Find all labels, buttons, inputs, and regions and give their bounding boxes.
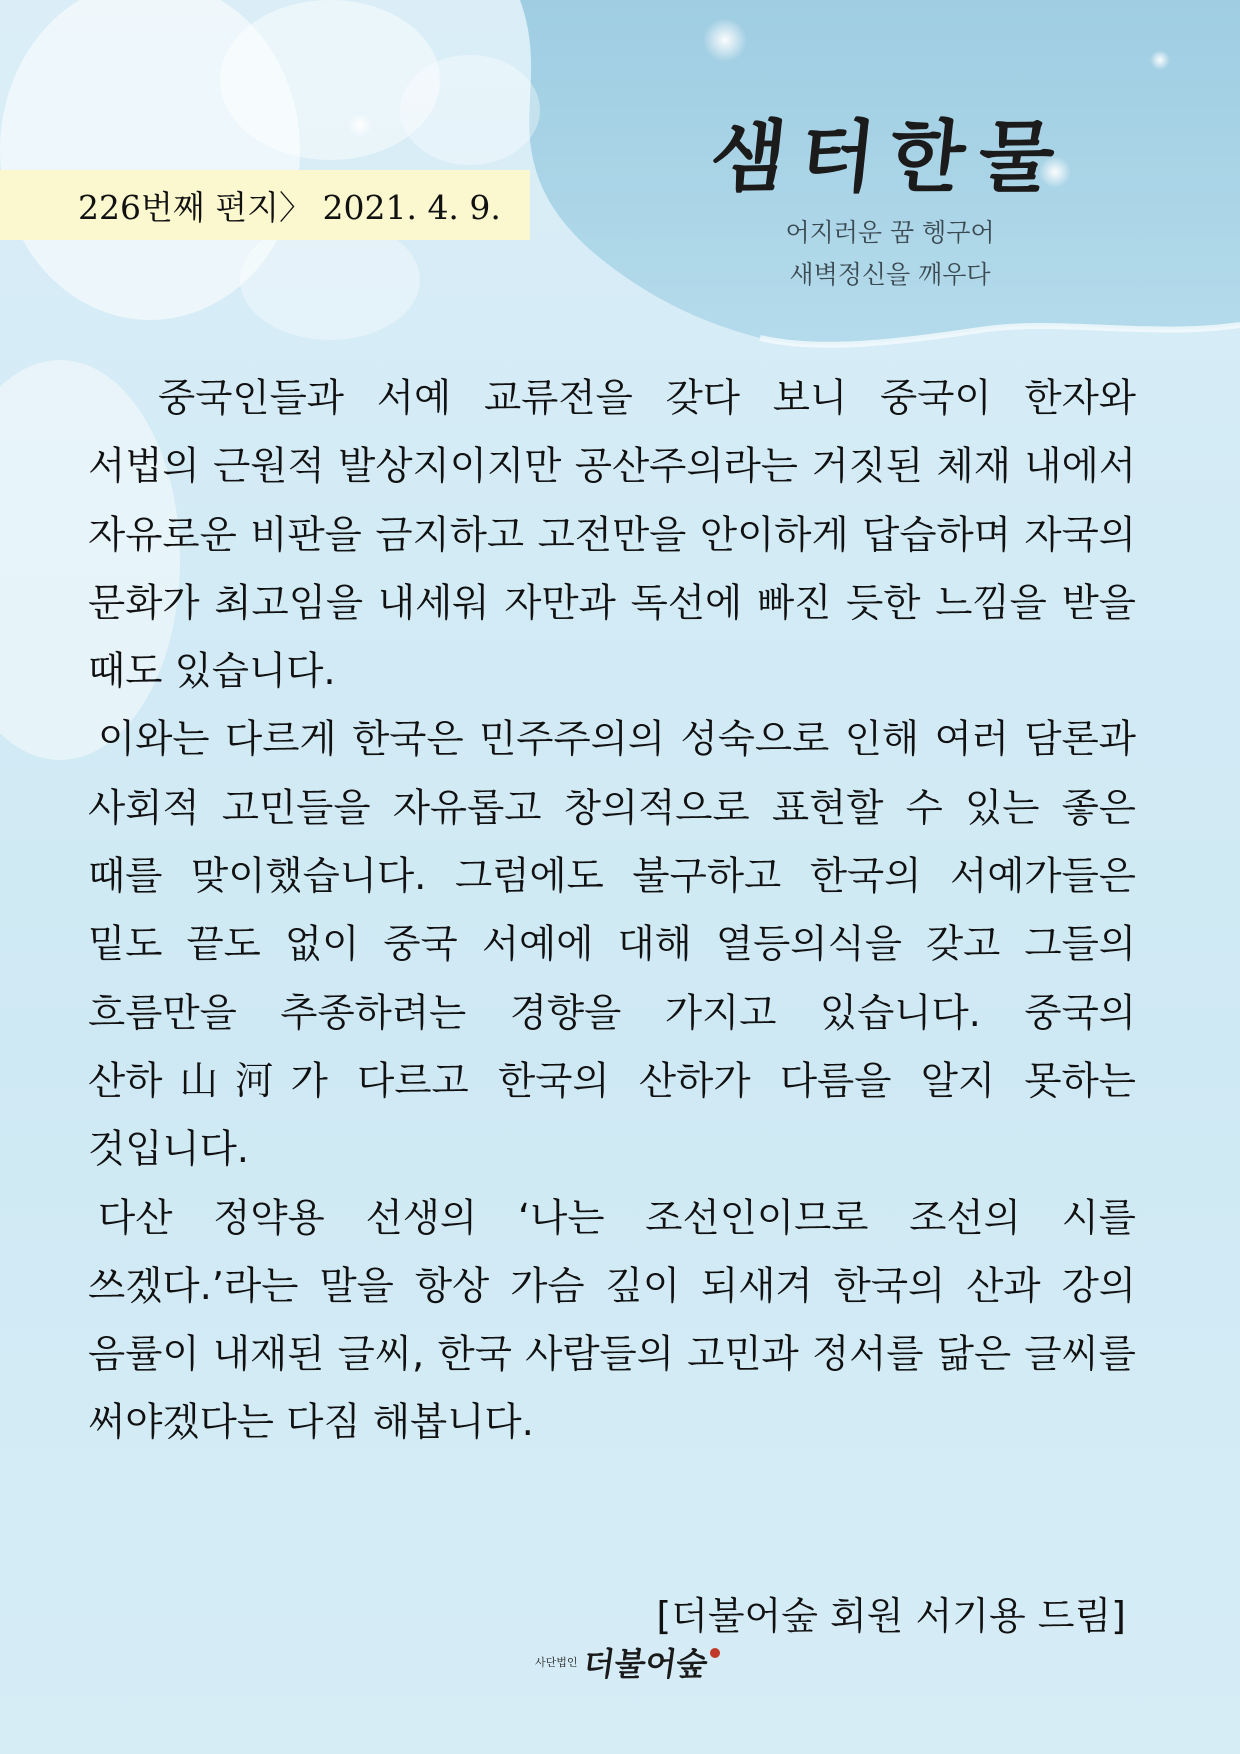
tagline [740, 212, 1040, 296]
letter-number-date: 226번째 편지〉 2021. 4. 9. [78, 187, 501, 227]
organization-prefix: 사단법인 [535, 1656, 578, 1669]
organization-name: 더불어숲 [580, 1645, 710, 1683]
organization-logo [535, 1640, 720, 1684]
signature: [더불어숲 회원 서기용 드림] [656, 1594, 1126, 1638]
paragraph-1: 중국인들과 서예 교류전을 갖다 보니 중국이 한자와 서법의 근원적 발상지이지만 공산주의라는 거짓된 체재 내에서 자유로운 비판을 금지하고 고전만을 안이하게 답습하며 자국의 문화가 최고임을 내세워 자만과 독선에 빠진 듯한 느낌을 받을 때도 있습니다. [88, 376, 1136, 695]
seal-icon [710, 1648, 720, 1658]
letter-body [88, 365, 1136, 1458]
paragraph-3: 다산 정약용 선생의 ‘나는 조선인이므로 조선의 시를 쓰겠다.’라는 말을 항상 가슴 깊이 되새겨 한국의 산과 강의 음률이 내재된 글씨, 한국 사람들의 고민과 정서를 닮은 글씨를 써야겠다는 다짐 해봅니다. [88, 1195, 1136, 1446]
paragraph-2: 이와는 다르게 한국은 민주주의의 성숙으로 인해 여러 담론과 사회적 고민들을 자유롭고 창의적으로 표현할 수 있는 좋은 때를 맞이했습니다. 그럼에도 불구하고 한국의 서예가들은 밑도 끝도 없이 중국 서예에 대해 열등의식을 갖고 그들의 흐름만을 추종하려는 경향을 가지고 있습니다. 중국의 산하山河가 다르고 한국의 산하가 다름을 알지 못하는 것입니다. [88, 717, 1136, 1173]
tagline-line-1: 어지러운 꿈 헹구어 [785, 218, 995, 247]
letter-tag-box [0, 170, 530, 240]
tagline-line-2: 새벽정신을 깨우다 [789, 260, 991, 289]
brand-title: 샘터한물 [705, 112, 1073, 203]
